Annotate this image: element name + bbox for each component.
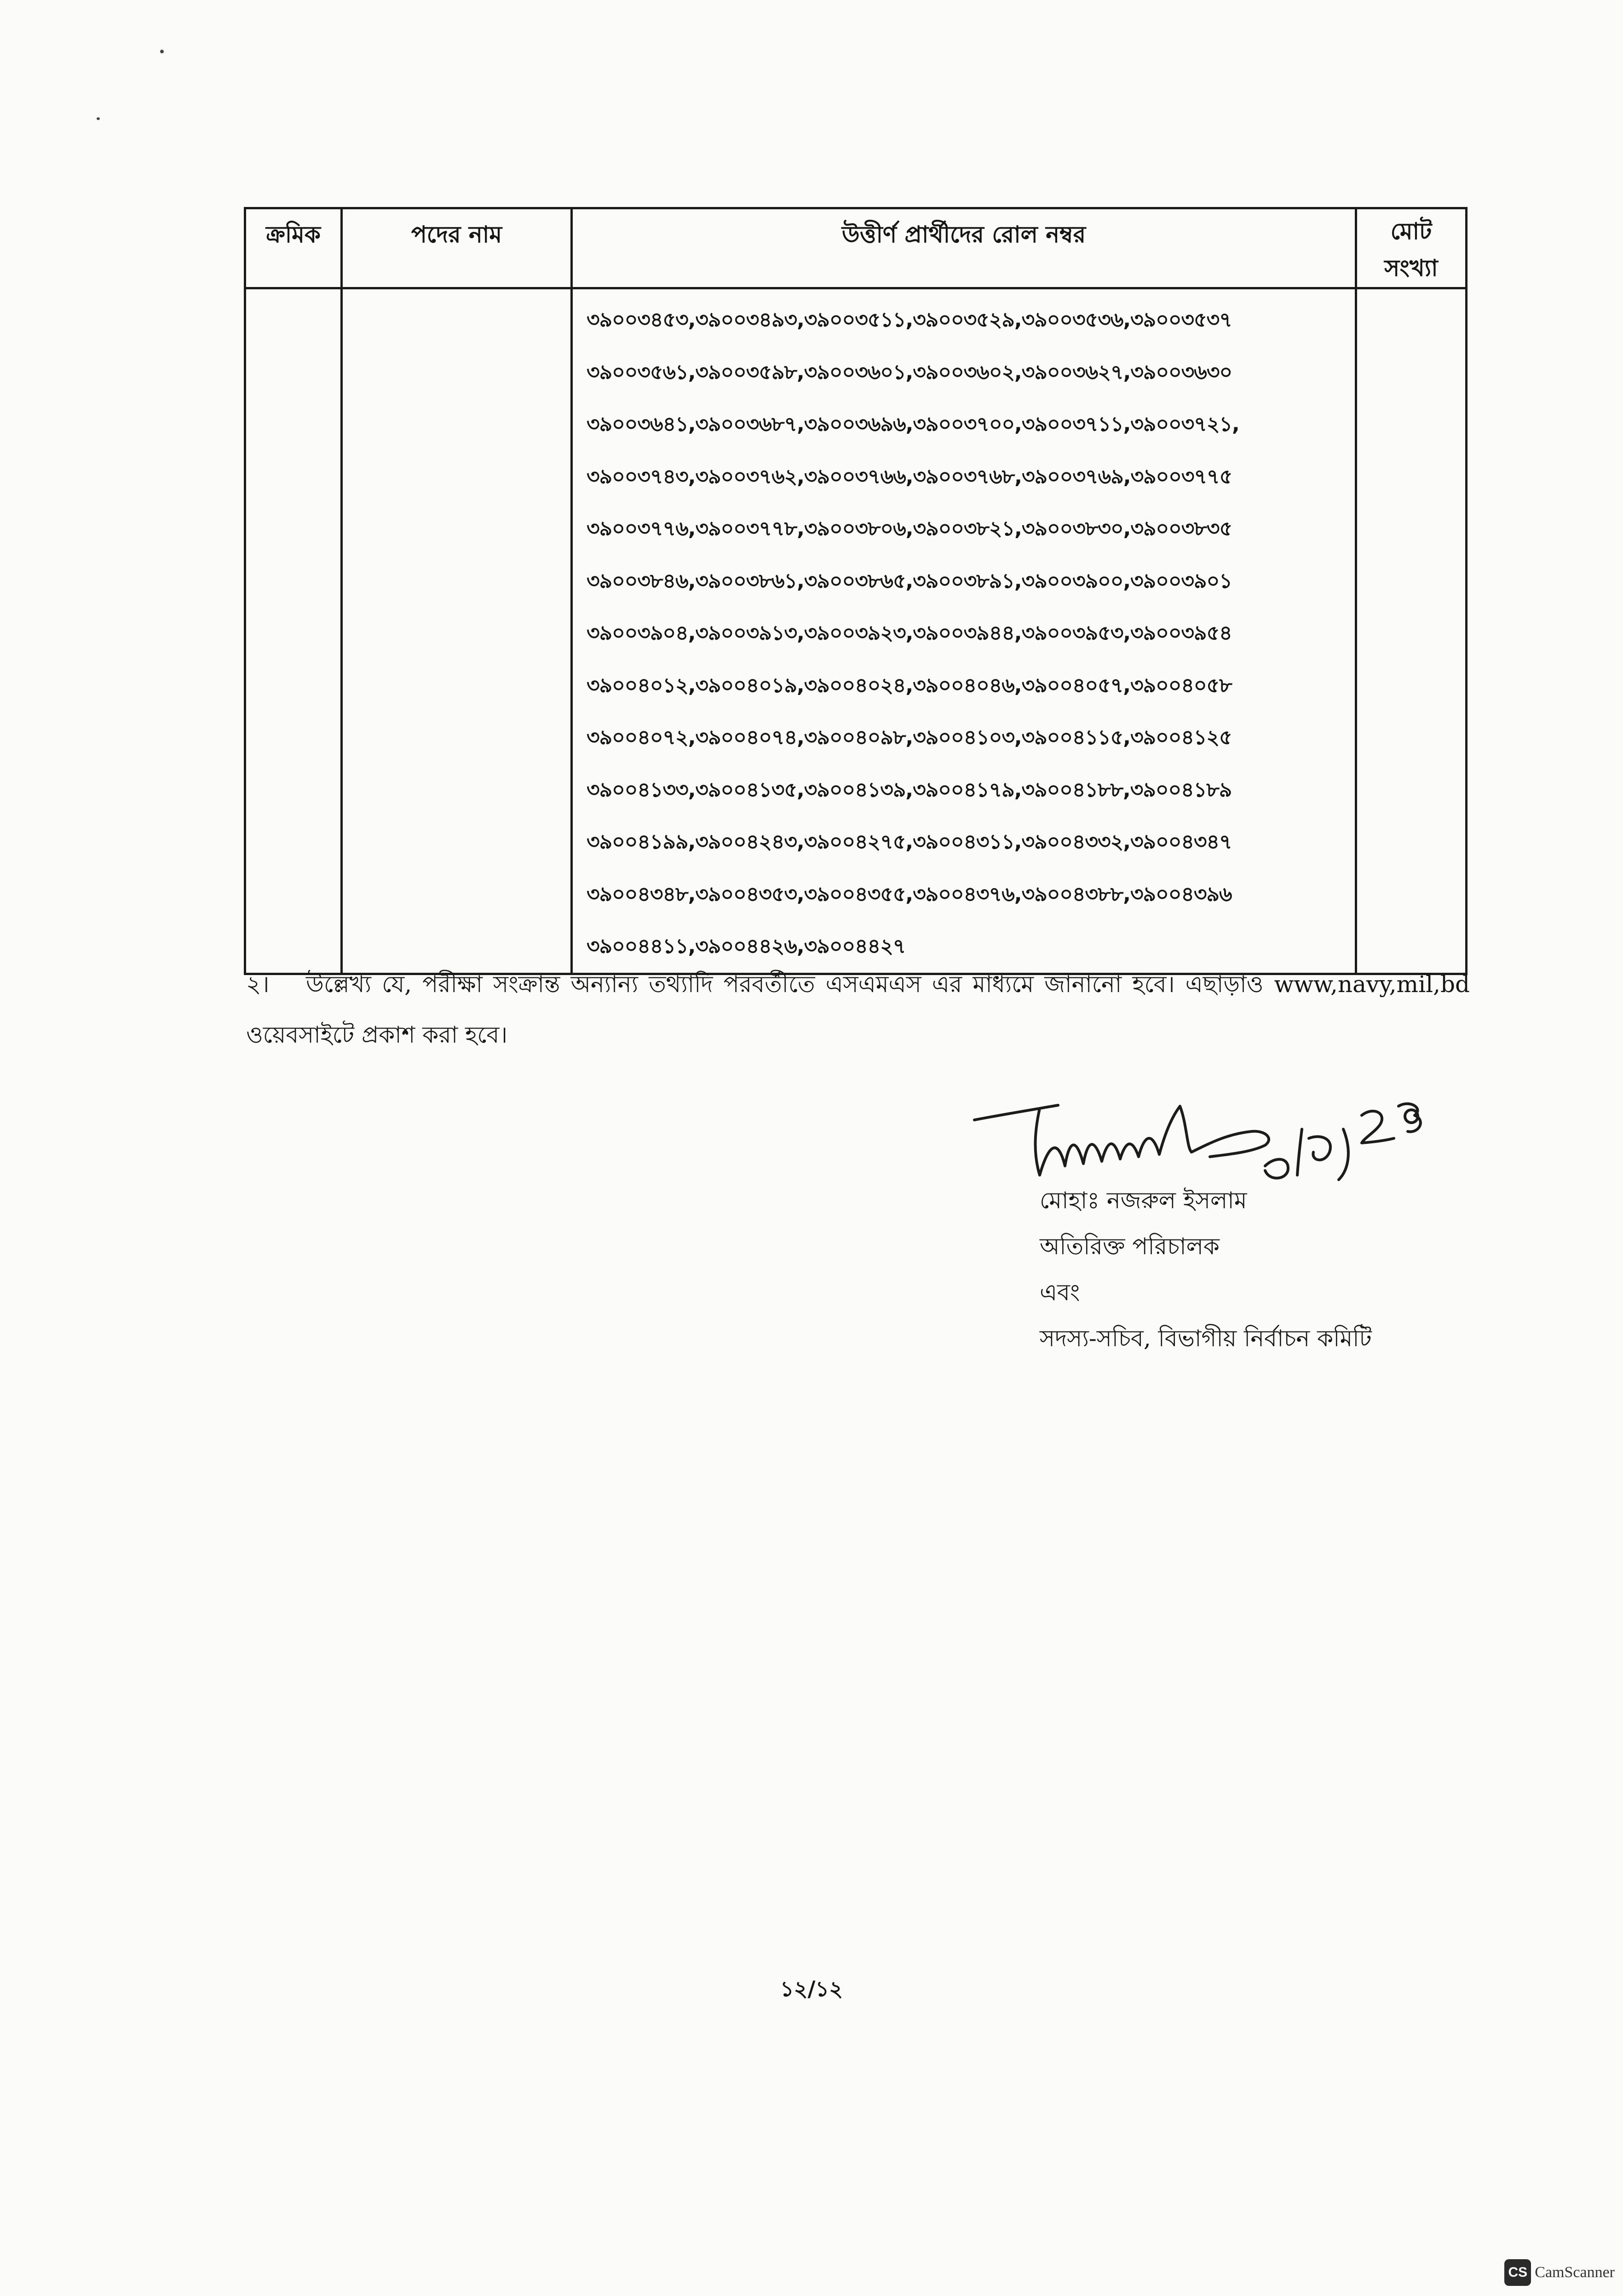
signatory-designation: অতিরিক্ত পরিচালক [1040, 1233, 1220, 1260]
post-name-cell [342, 288, 572, 974]
roll-number-line: ৩৯০০৩৪৫৩,৩৯০০৩৪৯৩,৩৯০০৩৫১১,৩৯০০৩৫২৯,৩৯০০৩৫৩৬,৩৯০০৩৫৩৭ [587, 308, 1232, 332]
signatory-conjunction: এবং [1040, 1279, 1080, 1306]
header-total-line2: সংখ্যা [1384, 254, 1438, 281]
camscanner-logo-icon: CS [1504, 2259, 1531, 2286]
header-post-name: পদের নাম [342, 208, 572, 288]
signature-block [1040, 1177, 1372, 1361]
passed-candidates-table [244, 207, 1468, 975]
signatory-name: মোহাঃ নজরুল ইসলাম [1040, 1187, 1247, 1214]
table-header-row [245, 208, 1467, 288]
header-total [1356, 208, 1467, 288]
roll-number-line: ৩৯০০৩৭৪৩,৩৯০০৩৭৬২,৩৯০০৩৭৬৬,৩৯০০৩৭৬৮,৩৯০০৩৭৬৯,৩৯০০৩৭৭৫ [587, 465, 1232, 488]
camscanner-watermark [1504, 2259, 1615, 2286]
serial-cell [245, 288, 342, 974]
roll-number-line: ৩৯০০৩৭৭৬,৩৯০০৩৭৭৮,৩৯০০৩৮০৬,৩৯০০৩৮২১,৩৯০০৩৮৩০,৩৯০০৩৮৩৫ [587, 517, 1232, 540]
roll-number-line: ৩৯০০৪৪১১,৩৯০০৪৪২৬,৩৯০০৪৪২৭ [587, 935, 906, 958]
roll-number-line: ৩৯০০৩৮৪৬,৩৯০০৩৮৬১,৩৯০০৩৮৬৫,৩৯০০৩৮৯১,৩৯০০৩৯০০,৩৯০০৩৯০১ [587, 569, 1232, 593]
roll-numbers-cell [572, 288, 1356, 974]
roll-number-line: ৩৯০০৪০১২,৩৯০০৪০১৯,৩৯০০৪০২৪,৩৯০০৪০৪৬,৩৯০০৪০৫৭,৩৯০০৪০৫৮ [587, 673, 1232, 697]
roll-number-line: ৩৯০০৩৯০৪,৩৯০০৩৯১৩,৩৯০০৩৯২৩,৩৯০০৩৯৪৪,৩৯০০৩৯৫৩,৩৯০০৩৯৫৪ [587, 621, 1232, 645]
table-row [245, 288, 1467, 974]
roll-number-line: ৩৯০০৪৩৪৮,৩৯০০৪৩৫৩,৩৯০০৪৩৫৫,৩৯০০৪৩৭৬,৩৯০০৪৩৮৮,৩৯০০৪৩৯৬ [587, 882, 1232, 906]
note-paragraph [246, 959, 1470, 1060]
page-number: ১২/১২ [780, 1976, 843, 2001]
header-serial: ক্রমিক [245, 208, 342, 288]
camscanner-label: CamScanner [1535, 2264, 1615, 2281]
roll-number-line: ৩৯০০৪১৯৯,৩৯০০৪২৪৩,৩৯০০৪২৭৫,৩৯০০৪৩১১,৩৯০০৪৩৩২,৩৯০০৪৩৪৭ [587, 830, 1232, 854]
roll-number-line: ৩৯০০৩৬৪১,৩৯০০৩৬৮৭,৩৯০০৩৬৯৬,৩৯০০৩৭০০,৩৯০০৩৭১১,৩৯০০৩৭২১, [587, 413, 1239, 436]
scan-speck [97, 117, 100, 120]
scan-speck [160, 50, 164, 53]
note-number: ২। [246, 971, 270, 998]
roll-number-line: ৩৯০০৪০৭২,৩৯০০৪০৭৪,৩৯০০৪০৯৮,৩৯০০৪১০৩,৩৯০০৪১১৫,৩৯০০৪১২৫ [587, 726, 1232, 749]
header-roll-numbers: উত্তীর্ণ প্রার্থীদের রোল নম্বর [572, 208, 1356, 288]
header-total-line1: মোট [1390, 218, 1432, 245]
roll-number-line: ৩৯০০৪১৩৩,৩৯০০৪১৩৫,৩৯০০৪১৩৯,৩৯০০৪১৭৯,৩৯০০৪১৮৮,৩৯০০৪১৮৯ [587, 778, 1232, 802]
signatory-role: সদস্য-সচিব, বিভাগীয় নির্বাচন কমিটি [1040, 1325, 1372, 1352]
total-cell [1356, 288, 1467, 974]
note-text: উল্লেখ্য যে, পরীক্ষা সংক্রান্ত অন্যান্য তথ্যাদি পরবর্তীতে এসএমএস এর মাধ্যমে জানানো হবে। এছাড়াও www,navy,mil,bd ওয়েবসাইটে প্রকাশ করা হবে। [246, 971, 1470, 1048]
roll-number-line: ৩৯০০৩৫৬১,৩৯০০৩৫৯৮,৩৯০০৩৬০১,৩৯০০৩৬০২,৩৯০০৩৬২৭,৩৯০০৩৬৩০ [587, 360, 1232, 384]
